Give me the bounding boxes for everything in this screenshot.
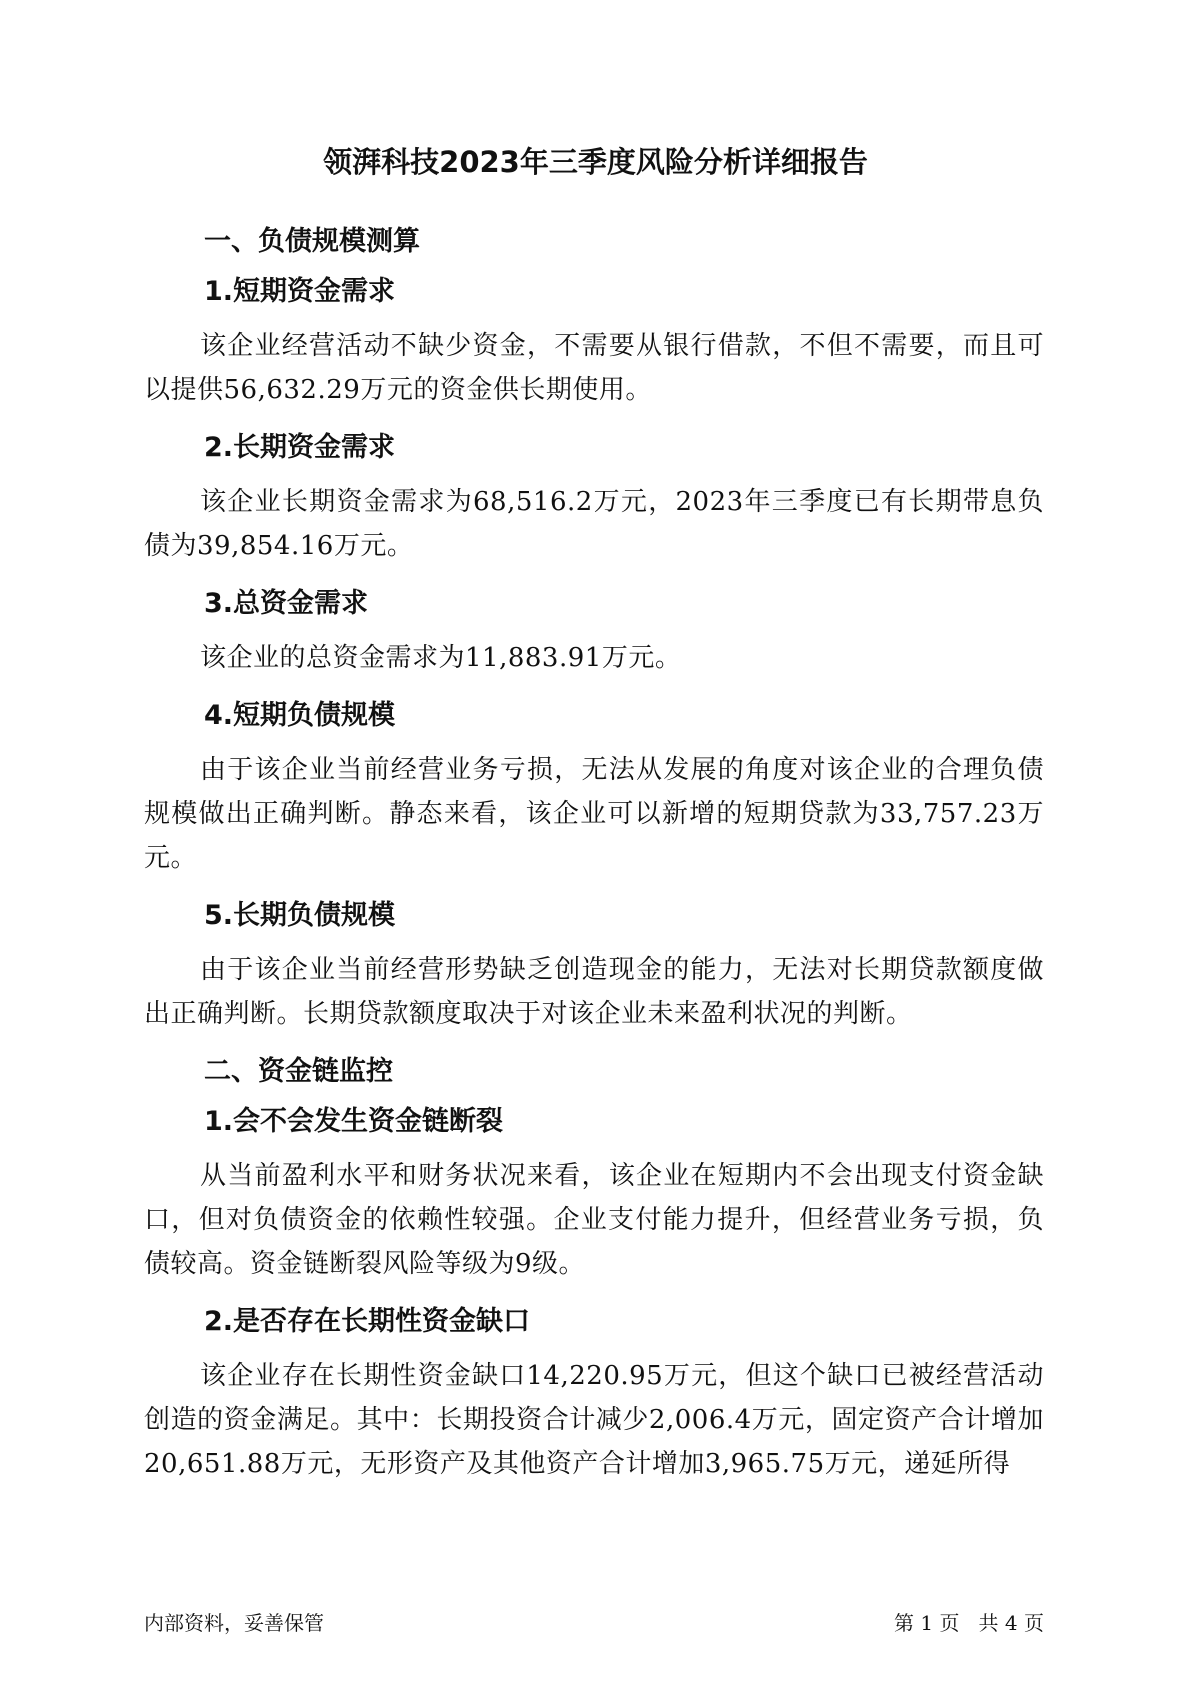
paragraph: 由于该企业当前经营形势缺乏创造现金的能力，无法对长期贷款额度做出正确判断。长期贷款额度取决于对该企业未来盈利状况的判断。 bbox=[144, 955, 1044, 1029]
paragraph: 从当前盈利水平和财务状况来看，该企业在短期内不会出现支付资金缺口，但对负债资金的依赖性较强。企业支付能力提升，但经营业务亏损，负债较高。资金链断裂风险等级为9级。 bbox=[144, 1161, 1044, 1279]
document-body bbox=[144, 222, 1044, 1502]
document-title: 领湃科技2023年三季度风险分析详细报告 bbox=[323, 145, 868, 179]
subsection-heading: 1.会不会发生资金链断裂 bbox=[204, 1106, 504, 1137]
section-heading: 一、负债规模测算 bbox=[204, 226, 420, 257]
subsection-heading: 1.短期资金需求 bbox=[204, 276, 396, 307]
subsection-heading: 4.短期负债规模 bbox=[204, 700, 396, 731]
paragraph: 该企业的总资金需求为11,883.91万元。 bbox=[200, 643, 682, 673]
page-number: 第 1 页 共 4 页 bbox=[894, 1611, 1044, 1635]
confidentiality-note: 内部资料，妥善保管 bbox=[144, 1611, 324, 1635]
section-heading: 二、资金链监控 bbox=[204, 1056, 393, 1087]
subsection-heading: 5.长期负债规模 bbox=[204, 900, 396, 931]
paragraph: 该企业长期资金需求为68,516.2万元，2023年三季度已有长期带息负债为39,854.16万元。 bbox=[144, 487, 1044, 561]
paragraph: 该企业存在长期性资金缺口14,220.95万元，但这个缺口已被经营活动创造的资金满足。其中：长期投资合计减少2,006.4万元，固定资产合计增加20,651.88万元，无形资产及其他资产合计增加3,965.75万元，递延所得 bbox=[144, 1361, 1044, 1479]
subsection-heading: 3.总资金需求 bbox=[204, 588, 369, 619]
paragraph: 由于该企业当前经营业务亏损，无法从发展的角度对该企业的合理负债规模做出正确判断。静态来看，该企业可以新增的短期贷款为33,757.23万元。 bbox=[144, 755, 1044, 873]
subsection-heading: 2.长期资金需求 bbox=[204, 432, 396, 463]
subsection-heading: 2.是否存在长期性资金缺口 bbox=[204, 1306, 531, 1337]
paragraph: 该企业经营活动不缺少资金，不需要从银行借款，不但不需要，而且可以提供56,632.29万元的资金供长期使用。 bbox=[144, 331, 1044, 405]
